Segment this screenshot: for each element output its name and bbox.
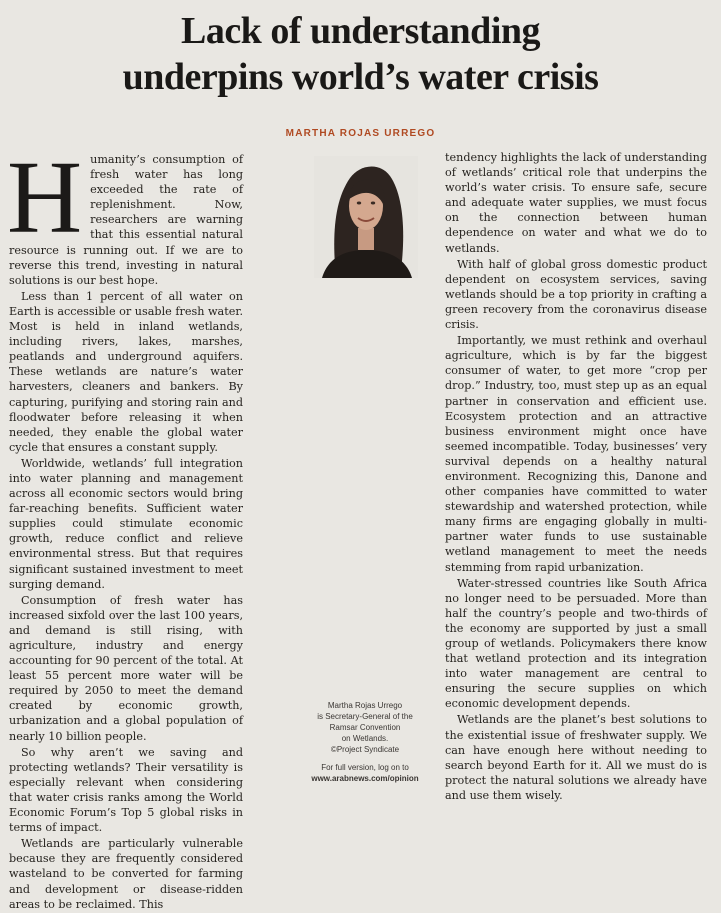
- full-version-label: For full version, log on to: [321, 763, 409, 772]
- paragraph: Water-stressed countries like South Africa no longer need to be persuaded. More than half the country’s people and two-thirds of the economy are supported by just a small group of wetlands. Policymakers there know that wetland protection and its integration into water management are central to ensuring the secure supplies on which economic development depends.: [445, 576, 707, 711]
- full-version-url[interactable]: www.arabnews.com/opinion: [311, 774, 419, 783]
- author-portrait-drawing: [314, 156, 418, 278]
- paragraph: With half of global gross domestic product dependent on ecosystem services, saving wetlands should be a top priority in crafting a green recovery from the coronavirus disease crisis.: [445, 257, 707, 332]
- article-column-left: [7, 140, 243, 913]
- paragraph: Wetlands are particularly vulnerable because they are frequently considered wasteland to be converted for farming and development or disease-ridden areas to be reclaimed. This: [9, 837, 243, 911]
- paragraph: Consumption of fresh water has increased sixfold over the last 100 years, and demand is still rising, with agriculture, industry and energy accounting for 90 percent of the total. At least 55 percent more water will be required by 2050 to meet the demand created by economic growth, urbanization and a global population of nearly 10 billion people.: [9, 593, 243, 743]
- author-bio-line: on Wetlands.: [341, 734, 389, 743]
- author-bio-line: ©Project Syndicate: [330, 745, 400, 754]
- paragraph: umanity’s consumption of fresh water has long exceeded the rate of replenishment. Now, researchers are warning that this essential natural resource is running out. If we are to reverse this trend, investing in natural solutions is our best hope.: [9, 153, 243, 287]
- headline-line-1: Lack of understanding: [180, 10, 541, 52]
- paragraph: Worldwide, wetlands’ full integration into water planning and management across all economic sectors would bring far-reaching benefits. Sufficient water supplies could stimulate economic growth, reduce conflict and relieve environmental stress. But that requires significant sustained investment to meet surging demand.: [9, 456, 243, 591]
- headline-line-2: underpins world’s water crisis: [122, 56, 599, 98]
- headline: [0, 8, 721, 100]
- author-bio-line: Ramsar Convention: [329, 723, 401, 732]
- author-bio-line: is Secretary-General of the: [317, 712, 413, 721]
- full-version-note: [300, 762, 430, 784]
- author-bio-line: Martha Rojas Urrego: [327, 701, 403, 710]
- author-bio: [300, 700, 430, 755]
- paragraph: So why aren’t we saving and protecting wetlands? Their versatility is especially relevant when considering that water crisis ranks among the World Economic Forum’s Top 5 global risks in terms of impact.: [9, 745, 243, 835]
- paragraph: tendency highlights the lack of understanding of wetlands’ critical role that underpins the world’s water crisis. To ensure safe, secure and adequate water supplies, we must focus on the connection between human dependence on water and what we do to wetlands.: [445, 151, 707, 255]
- drop-cap: H: [7, 140, 83, 255]
- paragraph: Importantly, we must rethink and overhaul agriculture, which is by far the biggest consumer of water, to get more “crop per drop.” Industry, too, must step up as an equal partner in conservation and efficient use. Ecosystem protection and an attractive business environment might once have seemed incompatible. Today, businesses’ very survival depends on a healthy natural environment. Recognizing this, Danone and other companies have committed to water stewardship and watershed protection, while many firms are engaging globally in multi-partner water funds to use sustainable wetland management to meet the needs stemming from rapid urbanization.: [445, 334, 707, 574]
- author-portrait: [314, 156, 418, 278]
- byline: MARTHA ROJAS URREGO: [285, 128, 436, 139]
- paragraph: Less than 1 percent of all water on Earth is accessible or usable fresh water. Most is held in inland wetlands, including rivers, lakes, marshes, peatlands and underground aquifers. These wetlands are nature’s water harvesters, cleaners and bankers. By capturing, purifying and storing rain and floodwater before releasing it when needed, they enable the global water cycle that ensures a constant supply.: [9, 289, 243, 454]
- article-column-right: [445, 150, 707, 804]
- paragraph: Wetlands are the planet’s best solutions to the existential issue of freshwater supply. We can have enough here without needing to search beyond Earth for it. All we must do is protect the natural solutions we already have and use them wisely.: [445, 713, 707, 802]
